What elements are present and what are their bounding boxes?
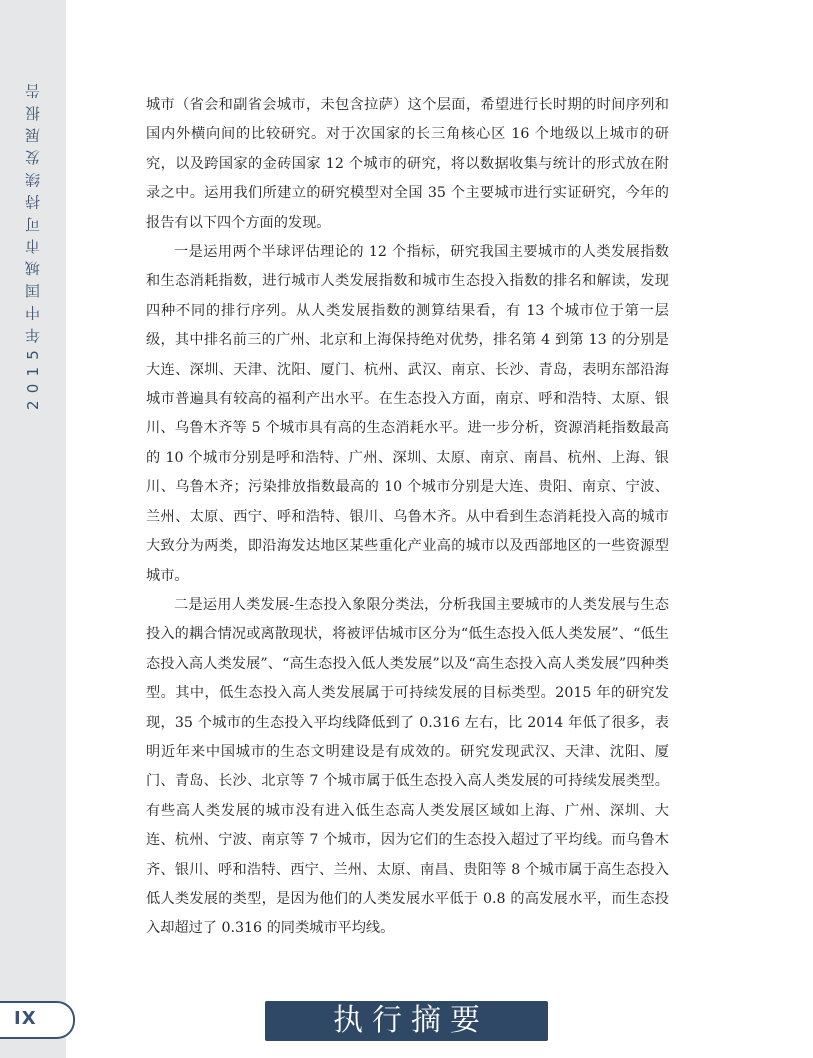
paragraph-intro: 城市（省会和副省会城市，未包含拉萨）这个层面，希望进行长时期的时间序列和国内外横向间的比较研究。对于次国家的长三角核心区 16 个地级以上城市的研究，以及跨国家的金砖国家 12 个城市的研究，将以数据收集与统计的形式放在附录之中。运用我们所建立的研究模型对全国 35 个主要城市进行实证研究，今年的报告有以下四个方面的发现。 [146,97,669,231]
page-number-tab [0,1001,75,1039]
book-title: 2015年中国城市可持续发展报告 [24,76,42,410]
page-number: IX [14,1008,37,1029]
body-text [146,91,669,944]
paragraph-finding-two: 二是运用人类发展-生态投入象限分类法，分析我国主要城市的人类发展与生态投入的耦合情况或离散现状，将被评估城市区分为“低生态投入低人类发展”、“低生态投入高人类发展”、“高生态投入低人类发展”以及“高生态投入高人类发展”四种类型。其中，低生态投入高人类发展属于可持续发展的目标类型。2015 年的研究发现，35 个城市的生态投入平均线降低到了 0.316 左右，比 2014 年低了很多，表明近年来中国城市的生态文明建设是有成效的。研究发现武汉、天津、沈阳、厦门、青岛、长沙、北京等 7 个城市属于低生态投入高人类发展的可持续发展类型。有些高人类发展的城市没有进入低生态高人类发展区域如上海、广州、深圳、大连、杭州、宁波、南京等 7 个城市，因为它们的生态投入超过了平均线。而乌鲁木齐、银川、呼和浩特、西宁、兰州、太原、南昌、贵阳等 8 个城市属于高生态投入低人类发展的类型，是因为他们的人类发展水平低于 0.8 的高发展水平，而生态投入却超过了 0.316 的同类城市平均线。 [146,596,669,937]
paragraph-finding-one: 一是运用两个半球评估理论的 12 个指标，研究我国主要城市的人类发展指数和生态消耗指数，进行城市人类发展指数和城市生态投入指数的排名和解读，发现四种不同的排行序列。从人类发展指数的测算结果看，有 13 个城市位于第一层级，其中排名前三的广州、北京和上海保持绝对优势，排名第 4 到第 13 的分别是大连、深圳、天津、沈阳、厦门、杭州、武汉、南京、长沙、青岛，表明东部沿海城市普遍具有较高的福利产出水平。在生态投入方面，南京、呼和浩特、太原、银川、乌鲁木齐等 5 个城市具有高的生态消耗水平。进一步分析，资源消耗指数最高的 10 个城市分别是呼和浩特、广州、深圳、太原、南京、南昌、杭州、上海、银川、乌鲁木齐；污染排放指数最高的 10 个城市分别是大连、贵阳、南京、宁波、兰州、太原、西宁、呼和浩特、银川、乌鲁木齐。从中看到生态消耗投入高的城市大致分为两类，即沿海发达地区某些重化产业高的城市以及西部地区的一些资源型城市。 [146,244,669,584]
sidebar [0,0,66,1058]
section-title-banner: 执行摘要 [265,1001,548,1041]
